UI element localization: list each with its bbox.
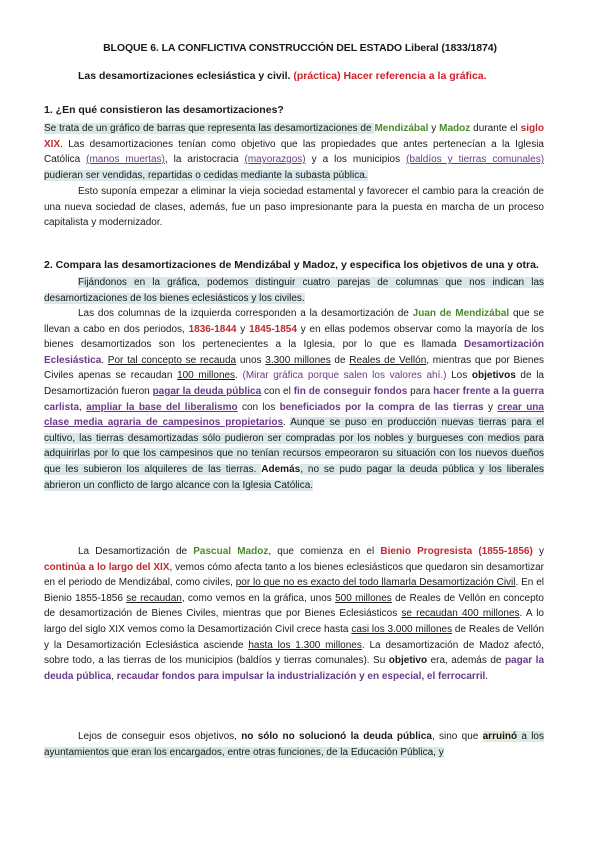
fin-fondos-term: fin de conseguir fondos <box>293 385 408 397</box>
baldios-term: (baldíos y tierras comunales) <box>406 154 545 166</box>
text-run: . A lo largo del siglo XIX vemos como la Desamortización Civil crece hasta <box>44 608 544 635</box>
recaudar-fondos-term: recaudar fondos para impulsar la industrialización y en especial, el ferrocarril <box>116 670 486 682</box>
text-run: de <box>330 354 350 366</box>
text-run: . <box>283 417 291 429</box>
text-run: para <box>407 385 434 397</box>
question-2-paragraph-4 <box>44 729 544 760</box>
text-run: , mientras que por Bienes Civiles apenas se recaudan <box>44 354 545 382</box>
text-run: de la Desamortización fueron <box>44 370 544 397</box>
reales-term: Reales de Vellón <box>349 354 427 366</box>
text-run: , no se pudo pagar la deuda pública y los liberales abrieron un conflicto de largo alcance con la Iglesia Católica. <box>44 463 545 491</box>
text-run: Por tal concepto se recauda <box>107 354 237 366</box>
amount-3000: casi los 3.000 millones <box>351 623 453 635</box>
text-run: con los <box>237 401 280 413</box>
subtitle-main: Las desamortizaciones eclesiástica y civil. <box>78 70 291 82</box>
page-title: BLOQUE 6. LA CONFLICTIVA CONSTRUCCIÓN DEL ESTADO Liberal (1833/1874) <box>103 42 497 54</box>
text-run: se recaudan <box>126 592 182 604</box>
century-term: siglo XIX <box>44 123 544 150</box>
text-run: . <box>485 670 489 682</box>
question-2-paragraph-1 <box>44 275 544 306</box>
text-run: y <box>428 123 440 134</box>
desamortizacion-eclesiastica-term: Desamortización Eclesiástica <box>44 339 544 366</box>
text-run: La Desamortización de <box>78 546 194 557</box>
bienio-term: Bienio Progresista (1855-1856) <box>380 546 533 557</box>
subtitle-note: (práctica) Hacer referencia a la gráfica. <box>293 70 487 82</box>
text-run: , <box>111 670 117 682</box>
question-2-paragraph-3 <box>44 544 544 684</box>
text-run: Se trata de un gráfico de barras que representa las desamortizaciones de <box>44 123 375 134</box>
text-run: Fijándonos en la gráfica, podemos distinguir cuatro parejas de columnas que nos indican las desamortizaciones de los bienes eclesiásticos y los civiles. <box>44 277 544 304</box>
beneficiados-term: beneficiados por la compra de las tierras <box>279 401 484 413</box>
period-2: 1845-1854 <box>249 323 297 335</box>
text-run: , que comienza en el <box>268 546 381 557</box>
question-1-paragraph-1 <box>44 121 544 183</box>
text-run: , sino que <box>431 731 483 742</box>
text-run: era, además de <box>427 655 505 667</box>
madoz-term: Madoz <box>439 123 471 134</box>
text-run: . Las desamortizaciones tenían como objetivo que las propiedades que antes pertenecían a la Iglesia Católica <box>44 138 544 166</box>
text-run: y <box>236 323 250 335</box>
objetivo-term: objetivo <box>388 655 428 667</box>
clase-media-term: crear una clase media agraria de campesinos propietarios <box>44 401 544 429</box>
text-run: y <box>532 546 544 557</box>
guerra-carlista-term: hacer frente a la guerra carlista <box>44 385 545 413</box>
text-run: se recaudan 400 millones <box>401 608 520 620</box>
text-run: y en ellas podemos observar como la mayoría de los bienes desamortizados son los pertenecientes a la Iglesia, por lo que es llamada <box>44 323 544 351</box>
text-run: Aunque se puso en producción nuevas tierras para el cultivo, las tierras desamortizadas sólo pudieron ser compradas por los nobles y burgueses con medios para adquirirlas por lo que los campesinos que no tenían recursos empeoraron su situación con los nuevos dueños que les subieron los alquileres de las tierras. <box>44 417 544 475</box>
no-soluciono-term: no sólo no solucionó la deuda pública <box>241 731 432 742</box>
text-run: , como vemos en la gráfica, unos <box>181 592 336 604</box>
text-run: . En el Bienio 1855-1856 <box>44 577 544 604</box>
chart-note: (Mirar gráfica porque salen los valores ahí.) <box>242 370 447 382</box>
text-run: de Reales de Vellón en concepto de desamortización de Bienes Civiles, mientras que por Bienes Eclesiásticos <box>44 592 544 620</box>
amount-3300: 3.300 millones <box>265 354 331 366</box>
period-1: 1836-1844 <box>188 323 237 335</box>
text-run: a los ayuntamientos que eran los encargados, entre otras funciones, de la Educación Pública, y <box>44 731 544 758</box>
text-run: que se llevan a cabo en dos periodos, <box>44 308 544 335</box>
text-run: Los <box>446 370 472 382</box>
ademas-term: Además <box>261 463 301 475</box>
question-2-paragraph-2 <box>44 306 544 493</box>
question-1-paragraph-2 <box>44 184 544 231</box>
continua-term: continúa a lo largo del XIX <box>44 561 170 573</box>
text-run: Esto suponía empezar a eliminar la vieja sociedad estamental y favorecer el cambio para la creación de una nueva sociedad de clases, además, fue un paso impresionante para la puesta en marcha de un proceso capitalista y modernizador. <box>44 186 544 229</box>
pascual-madoz-term: Pascual Madoz <box>193 546 269 557</box>
text-run: con el <box>261 385 294 397</box>
text-run: pudieran ser vendidas, repartidas o cedidas mediante la subasta pública. <box>44 169 368 181</box>
pagar-deuda-term: pagar la deuda pública <box>152 385 262 397</box>
pagar-deuda-term: pagar la deuda pública <box>44 655 544 682</box>
text-run: y a los municipios <box>305 154 407 166</box>
question-2-heading: 2. Compara las desamortizaciones de Mendizábal y Madoz, y especifica los objetivos de una y otra. <box>44 259 539 271</box>
ampliar-liberalismo-term: ampliar la base del liberalismo <box>86 401 238 413</box>
text-run: . La desamortización de Madoz afectó, sobre todo, a las tierras de los municipios (baldíos y tierras comunales). Su <box>44 639 544 667</box>
text-run: . <box>101 354 108 366</box>
text-run: , vemos cómo afecta tanto a los bienes eclesiásticos que quedaron sin desamortizar en el periodo de Mendizábal, como civiles, <box>44 561 544 589</box>
objetivos-term: objetivos <box>471 370 516 382</box>
arruino-term: arruinó <box>482 731 518 742</box>
text-run: Las dos columnas de la izquierda corresponden a la desamortización de <box>78 308 413 319</box>
text-run: y <box>483 401 498 413</box>
page-subtitle <box>78 70 487 82</box>
amount-100: 100 millones <box>177 370 236 382</box>
text-run: . <box>235 370 243 382</box>
mayorazgos-term: (mayorazgos) <box>244 154 306 166</box>
amount-1300: hasta los 1.300 millones <box>248 639 362 651</box>
text-run: durante el <box>470 123 521 134</box>
mendizabal-term: Mendizábal <box>374 123 429 134</box>
question-1-heading: 1. ¿En qué consistieron las desamortizaciones? <box>44 104 284 116</box>
text-run: , la aristocracia <box>164 154 245 166</box>
amount-500: 500 millones <box>335 592 392 604</box>
juan-mendizabal-term: Juan de Mendizábal <box>412 308 510 319</box>
text-run: de Reales de Vellón y la Desamortización Eclesiástica asciende <box>44 623 545 651</box>
text-run: unos <box>236 354 266 366</box>
text-run: por lo que no es exacto del todo llamarla Desamortización Civil <box>235 577 516 589</box>
text-run: Lejos de conseguir esos objetivos, <box>78 731 242 742</box>
text-run: , <box>79 401 87 413</box>
manos-muertas-term: (manos muertas) <box>86 154 165 166</box>
